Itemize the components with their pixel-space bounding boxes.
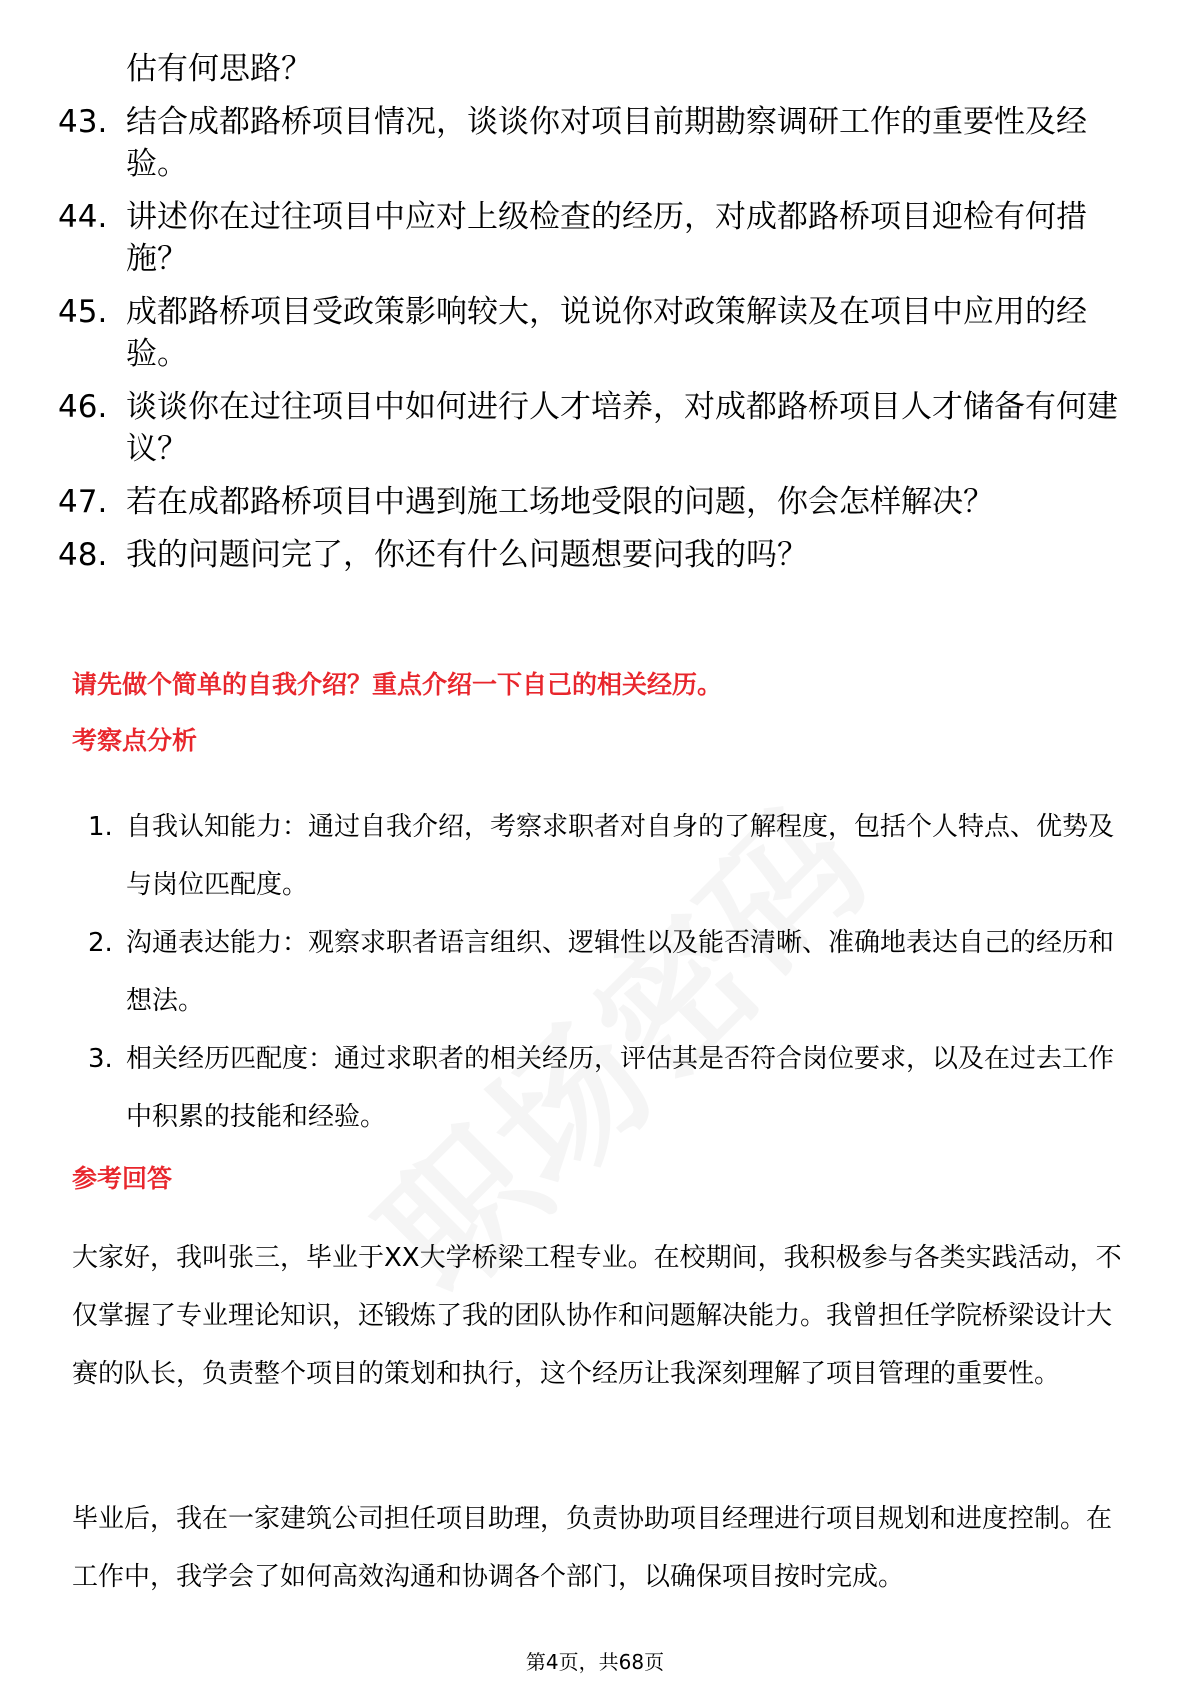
analysis-number: 3. — [88, 1044, 113, 1074]
question-number: 44. — [58, 199, 108, 235]
analysis-list — [88, 798, 1128, 1146]
question-text: 结合成都路桥项目情况，谈谈你对项目前期勘察调研工作的重要性及经验。 — [126, 104, 1087, 182]
question-text: 我的问题问完了，你还有什么问题想要问我的吗？ — [126, 537, 808, 573]
question-item-45 — [58, 291, 1138, 375]
question-number: 47. — [58, 484, 108, 520]
question-item-43 — [58, 101, 1138, 185]
question-item-47 — [58, 481, 1138, 523]
question-text: 若在成都路桥项目中遇到施工场地受限的问题，你会怎样解决？ — [126, 484, 994, 520]
question-number: 48. — [58, 537, 108, 573]
page-number: 第4页，共68页 — [525, 1650, 665, 1674]
analysis-text: 沟通表达能力：观察求职者语言组织、逻辑性以及能否清晰、准确地表达自己的经历和想法。 — [126, 928, 1115, 1016]
answer-paragraph: 毕业后，我在一家建筑公司担任项目助理，负责协助项目经理进行项目规划和进度控制。在工作中，我学会了如何高效沟通和协调各个部门，以确保项目按时完成。 — [72, 1504, 1113, 1592]
analysis-number: 2. — [88, 928, 113, 958]
analysis-text: 自我认知能力：通过自我介绍，考察求职者对自身的了解程度，包括个人特点、优势及与岗位匹配度。 — [126, 812, 1115, 900]
question-number: 45. — [58, 294, 108, 330]
analysis-item — [88, 798, 1128, 914]
question-item-46 — [58, 386, 1138, 470]
analysis-item — [88, 1030, 1128, 1146]
analysis-heading: 考察点分析 — [72, 726, 198, 755]
question-text: 谈谈你在过往项目中如何进行人才培养，对成都路桥项目人才储备有何建议？ — [126, 389, 1118, 467]
question-text: 成都路桥项目受政策影响较大，说说你对政策解读及在项目中应用的经验。 — [126, 294, 1087, 372]
question-text: 讲述你在过往项目中应对上级检查的经历，对成都路桥项目迎检有何措施？ — [126, 199, 1087, 277]
question-continuation: 估有何思路？ — [126, 51, 312, 87]
question-item-44 — [58, 196, 1138, 280]
answer-heading: 参考回答 — [72, 1164, 173, 1193]
question-heading: 请先做个简单的自我介绍？重点介绍一下自己的相关经历。 — [72, 670, 723, 699]
question-list — [58, 48, 1138, 576]
question-item-48 — [58, 534, 1138, 576]
question-number: 46. — [58, 389, 108, 425]
question-number: 43. — [58, 104, 108, 140]
analysis-number: 1. — [88, 812, 113, 842]
answer-paragraph: 大家好，我叫张三，毕业于XX大学桥梁工程专业。在校期间，我积极参与各类实践活动，不仅掌握了专业理论知识，还锻炼了我的团队协作和问题解决能力。我曾担任学院桥梁设计大赛的队长，负责整个项目的策划和执行，这个经历让我深刻理解了项目管理的重要性。 — [72, 1243, 1122, 1389]
analysis-item — [88, 914, 1128, 1030]
analysis-text: 相关经历匹配度：通过求职者的相关经历，评估其是否符合岗位要求，以及在过去工作中积累的技能和经验。 — [126, 1044, 1115, 1132]
